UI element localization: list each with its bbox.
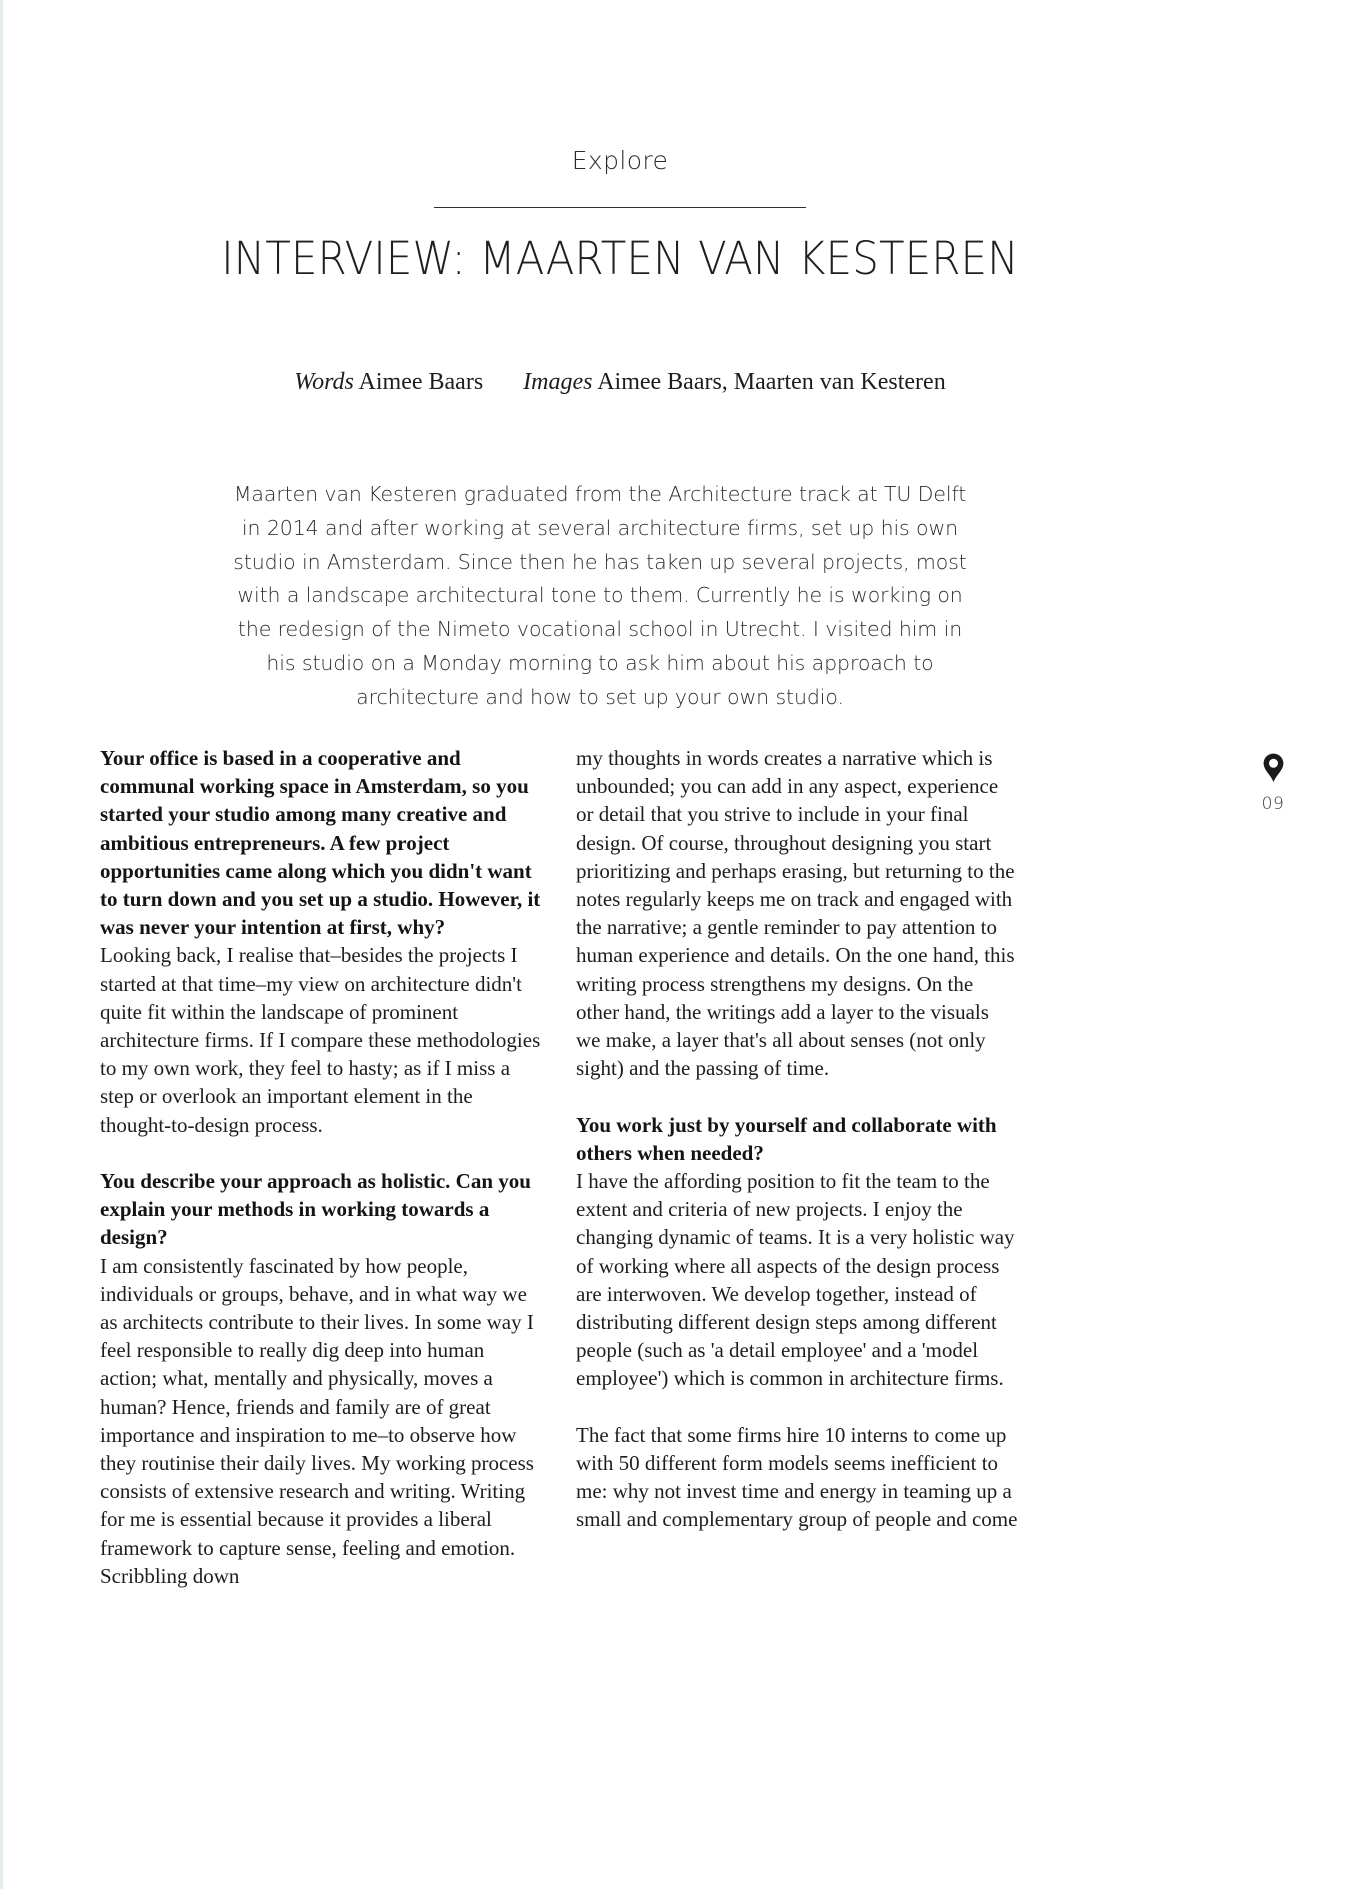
page-marker xyxy=(1253,753,1293,814)
section-kicker: Explore xyxy=(571,146,669,175)
page-title: INTERVIEW: MAARTEN VAN KESTEREN xyxy=(221,232,1019,285)
masthead xyxy=(0,146,1240,285)
interview-answer: Looking back, I realise that–besides the projects I started at that time–my view on architecture didn't quite fit within the landscape of prominent architecture firms. If I compare these methodologies to my own work, they feel to hasty; as if I miss a step or overlook an important element in the thought-to-design process. xyxy=(100,943,541,1137)
interview-answer: The fact that some firms hire 10 interns to come up with 50 different form models seems inefficient to me: why not invest time and energy in teaming up a small and complementary group of people and come xyxy=(576,1422,1018,1532)
byline-images-value: Aimee Baars, Maarten van Kesteren xyxy=(597,369,946,395)
standfirst-intro: Maarten van Kesteren graduated from the Architecture track at TU Delft in 2014 and after working at several architecture firms, set up his own studio in Amsterdam. Since then he has taken up several projects, most with a landscape architectural tone to them. Currently he is working on the redesign of the Nimeto vocational school in Utrecht. I visited him in his studio on a Monday morning to ask him about his approach to architecture and how to set up your own studio. xyxy=(233,482,967,709)
byline xyxy=(0,370,1240,394)
interview-answer-continued: my thoughts in words creates a narrative which is unbounded; you can add in any aspect, experience or detail that you strive to include in your final design. Of course, throughout designing you start prioritizing and perhaps erasing, but returning to the notes regularly keeps me on track and engaged with the narrative; a gentle reminder to pay attention to human experience and details. On the one hand, this writing process strengthens my designs. On the other hand, the writings add a layer to the visuals we make, a layer that's all about senses (not only sight) and the passing of time. xyxy=(576,746,1015,1081)
divider-rule xyxy=(434,207,806,208)
interview-question: You describe your approach as holistic. Can you explain your methods in working towards a design? xyxy=(100,1169,531,1250)
column-left xyxy=(100,744,542,1590)
interview-answer: I am consistently fascinated by how people, individuals or groups, behave, and in what way we as architects contribute to their lives. In some way I feel responsible to really dig deep into human action; what, mentally and physically, moves a human? Hence, friends and family are of great importance and inspiration to me–to observe how they routinise their daily lives. My working process consists of extensive research and writing. Writing for me is essential because it provides a liberal framework to capture sense, feeling and emotion. Scribbling down xyxy=(100,1253,534,1588)
interview-question: You work just by yourself and collaborate with others when needed? xyxy=(576,1112,997,1165)
byline-words-value: Aimee Baars xyxy=(358,369,484,395)
body-columns xyxy=(100,744,1210,1588)
map-pin-icon xyxy=(1253,753,1293,783)
column-right xyxy=(576,744,1018,1534)
interview-answer: I have the affording position to fit the team to the extent and criteria of new projects. I enjoy the changing dynamic of teams. It is a very holistic way of working where all aspects of the design process are interwoven. We develop together, instead of distributing different design steps among different people (such as 'a detail employee' and a 'model employee') which is common in architecture firms. xyxy=(576,1169,1015,1391)
page-number: 09 xyxy=(1261,794,1285,814)
interview-question: Your office is based in a cooperative and communal working space in Amsterdam, so you started your studio among many creative and ambitious entrepreneurs. A few project opportunities came along which you didn't want to turn down and you set up a studio. However, it was never your intention at first, why? xyxy=(100,746,541,940)
byline-words-label: Words xyxy=(294,369,354,395)
byline-images-label: Images xyxy=(523,369,593,395)
